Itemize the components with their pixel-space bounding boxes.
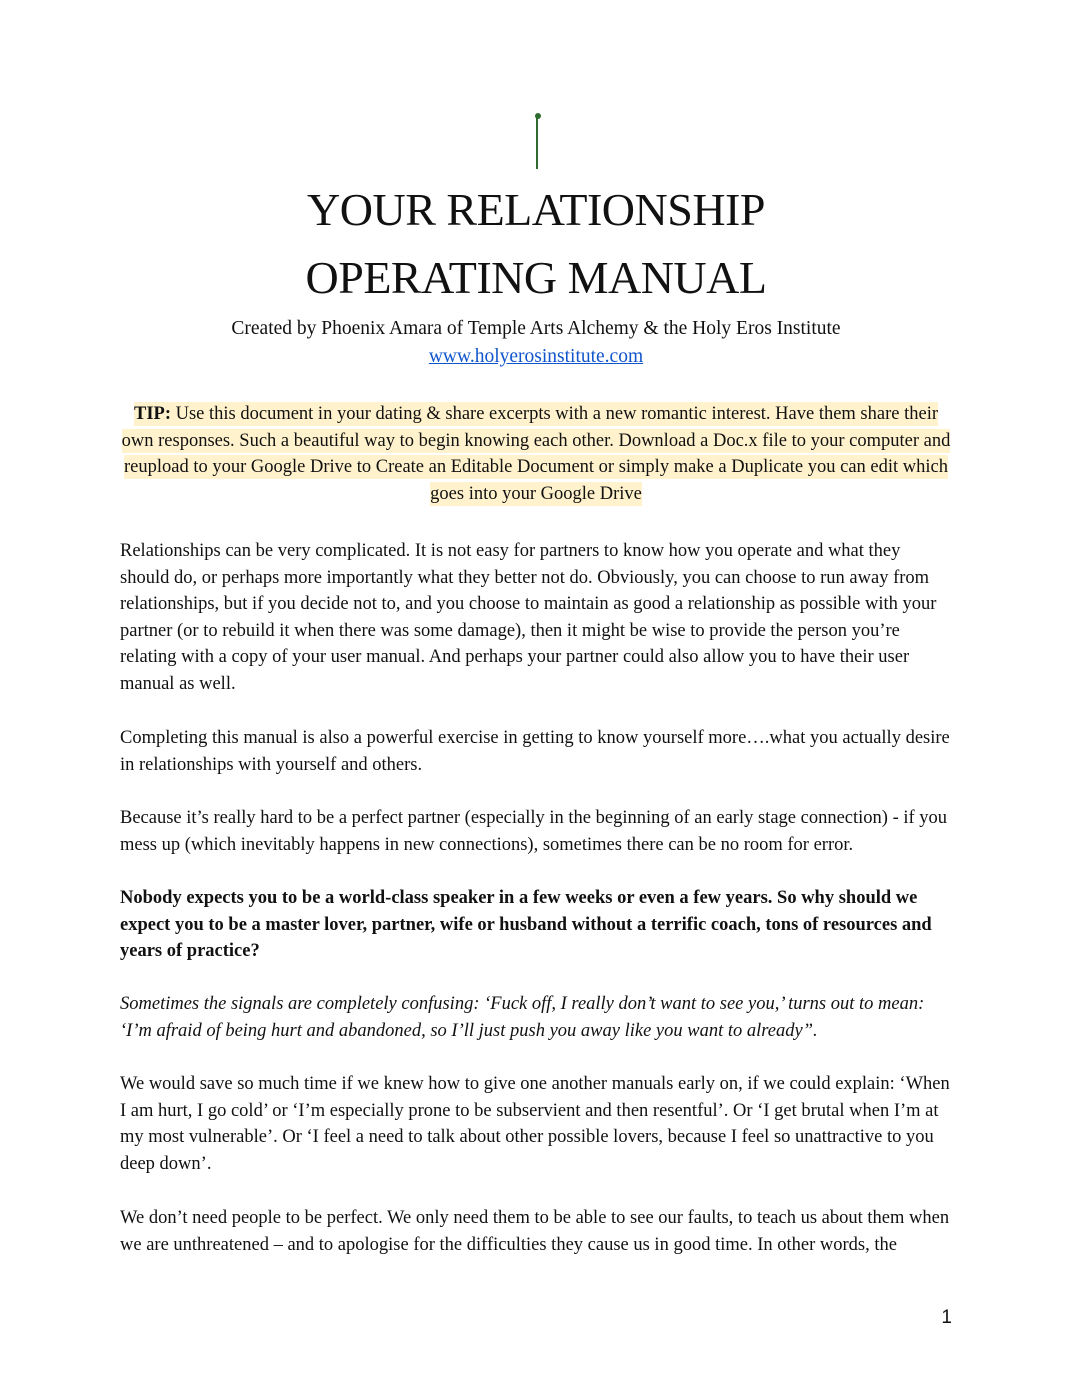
paragraph-italic-signals: Sometimes the signals are completely confusing: ‘Fuck off, I really don’t want to see you,’ turns out to mean: ‘I’m afraid of being hurt and abandoned, so I’ll just push you away like you want to already”. [120, 994, 925, 1041]
page-number: 1 [941, 1307, 952, 1328]
paragraph-intro: Relationships can be very complicated. It is not easy for partners to know how you operate and what they should do, or perhaps more importantly what they better not do. Obviously, you can choose to run away from relationships, but if you decide not to, and you choose to maintain as good a relationship as possible with your partner (or to rebuild it when there was some damage), then it might be wise to provide the person you’re relating with a copy of your user manual. And perhaps your partner could also allow you to have their user manual as well. [120, 541, 937, 694]
paragraph-perfect-people: We don’t need people to be perfect. We only need them to be able to see our faults, to teach us about them when we are unthreatened – and to apologise for the difficulties they cause us in good time. In other words, the [120, 1208, 950, 1255]
cursor-stem [536, 117, 538, 169]
paragraph-bold-question: Nobody expects you to be a world-class speaker in a few weeks or even a few years. So why should we expect you to be a master lover, partner, wife or husband without a terrific coach, tons of resources and years of practice? [120, 888, 932, 962]
tip-text: Use this document in your dating & share excerpts with a new romantic interest. Have them share their own responses. Such a beautiful way to begin knowing each other. Download a Doc.x file to your computer and reupload to your Google Drive to Create an Editable Document or simply make a Duplicate you can edit which goes into your Google Drive [121, 404, 951, 504]
tip-callout [120, 401, 952, 507]
text-cursor-marker [534, 113, 542, 169]
document-title [120, 176, 952, 312]
title-line-2: OPERATING MANUAL [305, 252, 767, 303]
tip-highlight [122, 402, 951, 506]
tip-label: TIP: [133, 404, 171, 424]
paragraph-perfect-partner: Because it’s really hard to be a perfect partner (especially in the beginning of an early stage connection) - if you mess up (which inevitably happens in new connections), sometimes there can be no room for error. [120, 808, 948, 855]
website-link[interactable]: www.holyerosinstitute.com [428, 346, 644, 367]
document-subtitle: Created by Phoenix Amara of Temple Arts Alchemy & the Holy Eros Institute [231, 318, 841, 339]
paragraph-manuals: We would save so much time if we knew how to give one another manuals early on, if we could explain: ‘When I am hurt, I go cold’ or ‘I’m especially prone to be subservient and then resentful’. Or ‘I get brutal when I’m at my most vulnerable’. Or ‘I feel a need to talk about other possible lovers, because I feel so unattractive to you deep down’. [120, 1074, 950, 1174]
website-link-container [120, 344, 952, 370]
title-line-1: YOUR RELATIONSHIP [307, 184, 765, 235]
paragraph-completing: Completing this manual is also a powerful exercise in getting to know yourself more….what you actually desire in relationships with yourself and others. [120, 728, 950, 775]
